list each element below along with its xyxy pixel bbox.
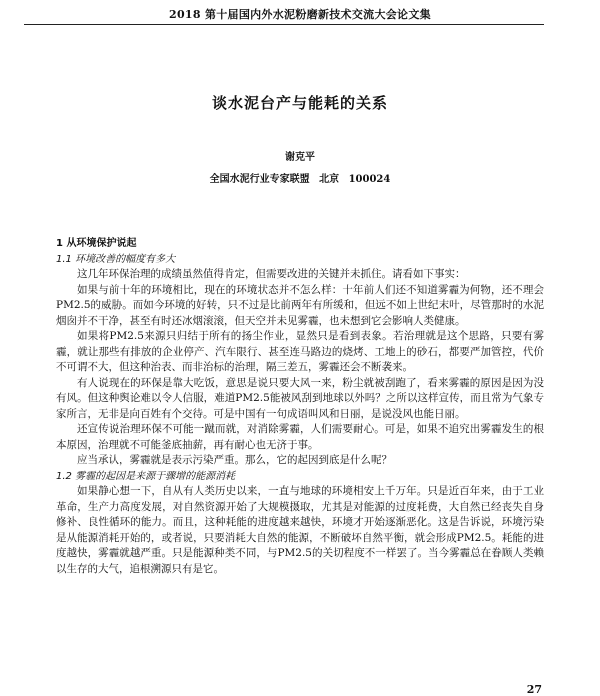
author-affiliation: 全国水泥行业专家联盟 北京 100024 bbox=[209, 174, 391, 185]
paragraph: 这几年环保治理的成绩虽然值得肯定，但需要改进的关键并未抓住。请看如下事实： bbox=[77, 268, 466, 280]
subsection-heading: 1.2 雾霾的起因是来源于骤增的能源消耗 bbox=[56, 470, 236, 482]
header-rule bbox=[24, 24, 544, 25]
paragraph: 还宣传说治理环保不可能一蹴而就，对消除雾霾，人们需要耐心。可是，如果不追究出雾霾发生的根本原因，治理就不可能釜底抽薪，再有耐心也无济于事。 bbox=[56, 423, 544, 451]
subsection-heading: 1.1 环境改善的幅度有多大 bbox=[56, 253, 176, 265]
paragraph: 应当承认，雾霾就是表示污染严重。那么，它的起因到底是什么呢？ bbox=[77, 454, 392, 466]
body-text bbox=[56, 236, 544, 577]
section-heading: 1 从环境保护说起 bbox=[56, 238, 137, 249]
paragraph: 如果与前十年的环境相比，现在的环境状态并不怎么样：十年前人们还不知道雾霾为何物，还不理会PM2.5的威胁。而如今环境的好转，只不过是比前两年有所缓和，但远不如上世纪末叶，尽管那时的水泥烟囱并不干净，甚至有时还冰烟滚滚，但天空并未见雾霾，也未想到它会影响人类健康。 bbox=[56, 283, 544, 327]
paragraph: 如果将PM2.5来源只归结于所有的扬尘作业，显然只是看到表象。若治理就是这个思路，只要有雾霾，就让那些有排放的企业停产、汽车限行、甚至连马路边的烧烤、工地上的砂石，都要严加管控，代价不可谓不大，但这种治表、而非治标的治理，隔三差五，雾霾还会不断袭来。 bbox=[56, 330, 544, 373]
paper-title: 谈水泥台产与能耗的关系 bbox=[211, 94, 388, 112]
paragraph: 如果静心想一下，自从有人类历史以来，一直与地球的环境相安上千万年。只是近百年来，由于工业革命，生产力高度发展，对自然资源开始了大规模摄取，尤其是对能源的过度耗费，大自然已经丧失自身修补、良性循环的能力。而且，这种耗能的进度越来越快，环境才开始逐渐恶化。这是告诉说，环境污染是从能源消耗开始的，或者说，只要消耗大自然的能源，不断破坏自然平衡，就会形成PM2.5。耗能的进度越快，雾霾就越严重。只是能源种类不同，与PM2.5的关切程度不一样罢了。当今雾霾总在眷顾人类赖以生存的大气，追根溯源只有是它。 bbox=[56, 485, 544, 575]
running-header: 2018 第十届国内外水泥粉磨新技术交流大会论文集 bbox=[169, 8, 431, 21]
author-name: 谢克平 bbox=[285, 152, 315, 163]
page-number: 27 bbox=[526, 683, 542, 696]
paragraph: 有人说现在的环保是靠大吃饭，意思是说只要大风一来，粉尘就被刮跑了，看来雾霾的原因是因为没有风。但这种舆论难以令人信服，难道PM2.5能被风刮到地球以外吗？之所以这样宣传，而且常为气象专家所言，无非是向百姓有个交待。可是中国有一句成语叫风和日丽，是说没风也能日丽。 bbox=[56, 376, 544, 420]
